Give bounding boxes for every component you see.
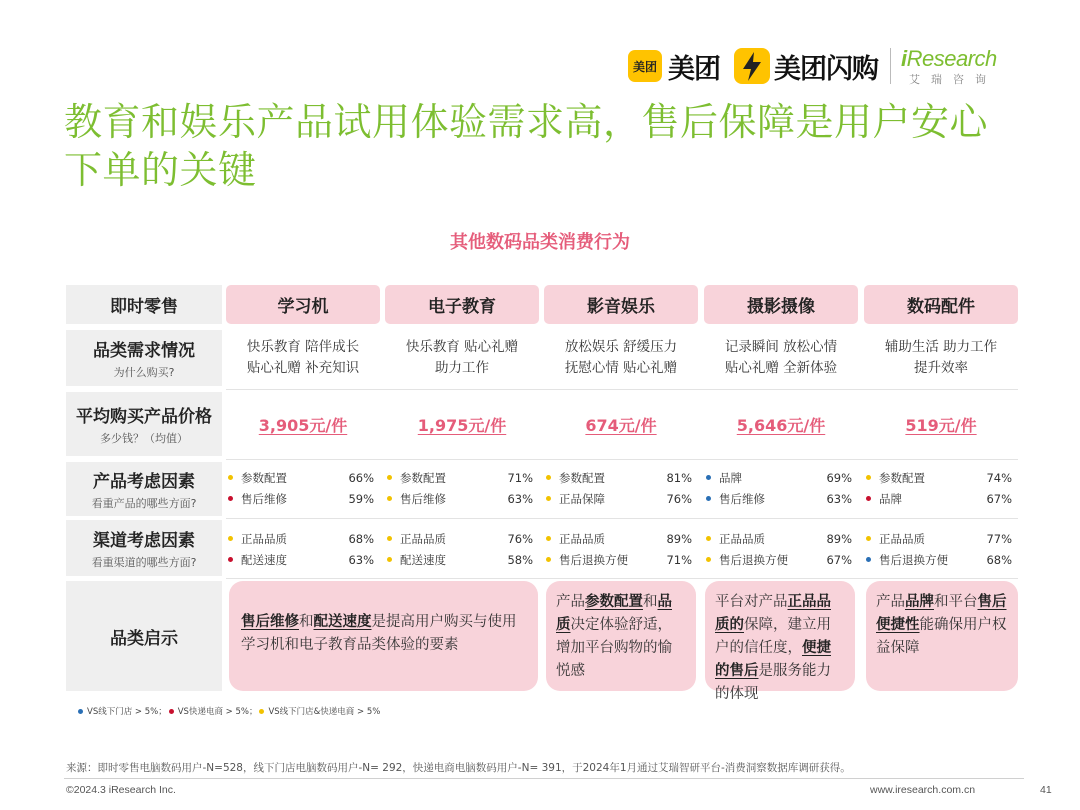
lightning-bolt-icon: [734, 48, 770, 84]
price-value: 3,905元/件: [258, 415, 348, 435]
channel-factor-cell: [228, 528, 374, 570]
meituan-logo-text: 美团: [668, 53, 720, 85]
row-divider: [226, 518, 1018, 519]
copyright: ©2024.3 iResearch Inc.: [66, 784, 176, 796]
price-value: 1,975元/件: [417, 415, 507, 435]
header-logos: [628, 44, 997, 88]
legend-item: VS快递电商 > 5%；: [169, 705, 258, 717]
needs-cell: 辅助生活 助力工作 提升效率: [884, 339, 998, 376]
insight-highlight: 参数配置: [585, 594, 643, 610]
insight-text: 是服务能力的体现: [715, 663, 831, 702]
factor-item: 正品品质 89%: [546, 528, 692, 549]
meituan-logo-icon: 美团: [628, 50, 662, 82]
price-value: 519元/件: [905, 415, 977, 435]
factor-item: 正品品质 76%: [387, 528, 533, 549]
row-label-product: 产品考虑因素 看重产品的哪些方面?: [66, 462, 222, 516]
insight-highlight: 配送速度: [313, 614, 372, 630]
insight-highlight: 便捷的售后: [715, 640, 831, 679]
legend-item: VS线下门店&快递电商 > 5%: [259, 705, 380, 717]
needs-cell: 快乐教育 贴心礼赠 助力工作: [405, 339, 519, 376]
insight-box: [229, 581, 538, 691]
channel-factor-cell: [546, 528, 692, 570]
row-divider: [226, 459, 1018, 460]
insight-text: 产品: [556, 594, 585, 610]
factor-item: 正品品质 89%: [706, 528, 852, 549]
factor-item: 参数配置 71%: [387, 467, 533, 488]
row-divider: [226, 389, 1018, 390]
insight-text: 决定体验舒适，增加平台购物的愉悦感: [556, 617, 672, 679]
shangou-logo-text: 美团闪购: [774, 53, 878, 85]
factor-item: 售后退换方便 68%: [866, 549, 1012, 570]
needs-cell: 放松娱乐 舒缓压力 抚慰心情 贴心礼赠: [564, 339, 678, 376]
product-factor-cell: [228, 467, 374, 509]
row-label-channel: 渠道考虑因素 看重渠道的哪些方面?: [66, 520, 222, 576]
insight-highlight: 品牌: [905, 594, 934, 610]
corner-label: 即时零售: [66, 285, 222, 324]
insight-highlight: 正品品质的: [715, 594, 831, 633]
product-factor-cell: [387, 467, 533, 509]
source-note: 来源：即时零售电脑数码用户-N=528，线下门店电脑数码用户-N= 292，快递电商电脑数码用户-N= 391，于2024年1月通过艾瑞智研平台-消费洞察数据库调研获得。: [66, 762, 851, 774]
factor-item: 正品品质 68%: [228, 528, 374, 549]
insight-text: 是提高用户购买与使用学习机和电子教育品类体验的要素: [241, 614, 517, 653]
column-header: 电子教育: [385, 285, 539, 324]
dot-legend: [78, 705, 382, 717]
page-number: 41: [1040, 784, 1052, 796]
factor-item: 售后维修 59%: [228, 488, 374, 509]
factor-item: 售后退换方便 67%: [706, 549, 852, 570]
needs-cell: 快乐教育 陪伴成长 贴心礼赠 补充知识: [246, 339, 360, 376]
channel-factor-cell: [706, 528, 852, 570]
product-factor-cell: [546, 467, 692, 509]
legend-item: VS线下门店 > 5%；: [78, 705, 167, 717]
price-value: 674元/件: [585, 415, 657, 435]
row-label-needs: 品类需求情况 为什么购买?: [66, 330, 222, 386]
column-header: 影音娱乐: [544, 285, 698, 324]
logo-divider: [890, 48, 891, 84]
page-title: 教育和娱乐产品试用体验需求高，售后保障是用户安心下单的关键: [64, 100, 989, 192]
iresearch-logo-subtitle: 艾瑞咨询: [909, 72, 997, 86]
insight-highlight: 品质: [556, 594, 672, 633]
insight-box: [866, 581, 1018, 691]
product-factor-cell: [706, 467, 852, 509]
row-label-insight: 品类启示: [66, 581, 222, 691]
factor-item: 品牌 67%: [866, 488, 1012, 509]
insight-box: [705, 581, 855, 702]
channel-factor-cell: [387, 528, 533, 570]
column-header: 数码配件: [864, 285, 1018, 324]
website: www.iresearch.com.cn: [870, 784, 976, 796]
iresearch-logo: [901, 46, 997, 87]
needs-cell: 记录瞬间 放松心情 贴心礼赠 全新体验: [724, 339, 838, 376]
factor-item: 参数配置 66%: [228, 467, 374, 488]
footer-divider: [64, 778, 1024, 779]
factor-item: 配送速度 63%: [228, 549, 374, 570]
iresearch-logo-text: Research: [906, 45, 997, 71]
factor-item: 正品保障 76%: [546, 488, 692, 509]
factor-item: 参数配置 81%: [546, 467, 692, 488]
section-subtitle: 其他数码品类消费行为: [450, 232, 630, 253]
insight-text: 保障，建立用户的信任度，: [715, 617, 831, 656]
column-header: 摄影摄像: [704, 285, 858, 324]
factor-item: 品牌 69%: [706, 467, 852, 488]
insight-text: 和: [643, 594, 658, 610]
row-label-price: 平均购买产品价格 多少钱？（均值）: [66, 392, 222, 456]
insight-highlight: 售后便捷性: [876, 594, 1007, 633]
channel-factor-cell: [866, 528, 1012, 570]
insight-text: 产品: [876, 594, 905, 610]
insight-box: [546, 581, 696, 691]
insight-highlight: 售后维修: [241, 614, 299, 630]
factor-item: 售后退换方便 71%: [546, 549, 692, 570]
factor-item: 售后维修 63%: [387, 488, 533, 509]
factor-item: 正品品质 77%: [866, 528, 1012, 549]
insight-text: 和: [299, 614, 314, 630]
iresearch-logo-i: i: [901, 45, 907, 71]
price-value: 5,646元/件: [736, 415, 826, 435]
factor-item: 参数配置 74%: [866, 467, 1012, 488]
column-header: 学习机: [226, 285, 380, 324]
insight-text: 和平台: [934, 594, 978, 610]
insight-text: 能确保用户权益保障: [876, 617, 1007, 656]
insight-text: 平台对产品: [715, 594, 788, 610]
factor-item: 配送速度 58%: [387, 549, 533, 570]
row-divider: [226, 578, 1018, 579]
product-factor-cell: [866, 467, 1012, 509]
factor-item: 售后维修 63%: [706, 488, 852, 509]
